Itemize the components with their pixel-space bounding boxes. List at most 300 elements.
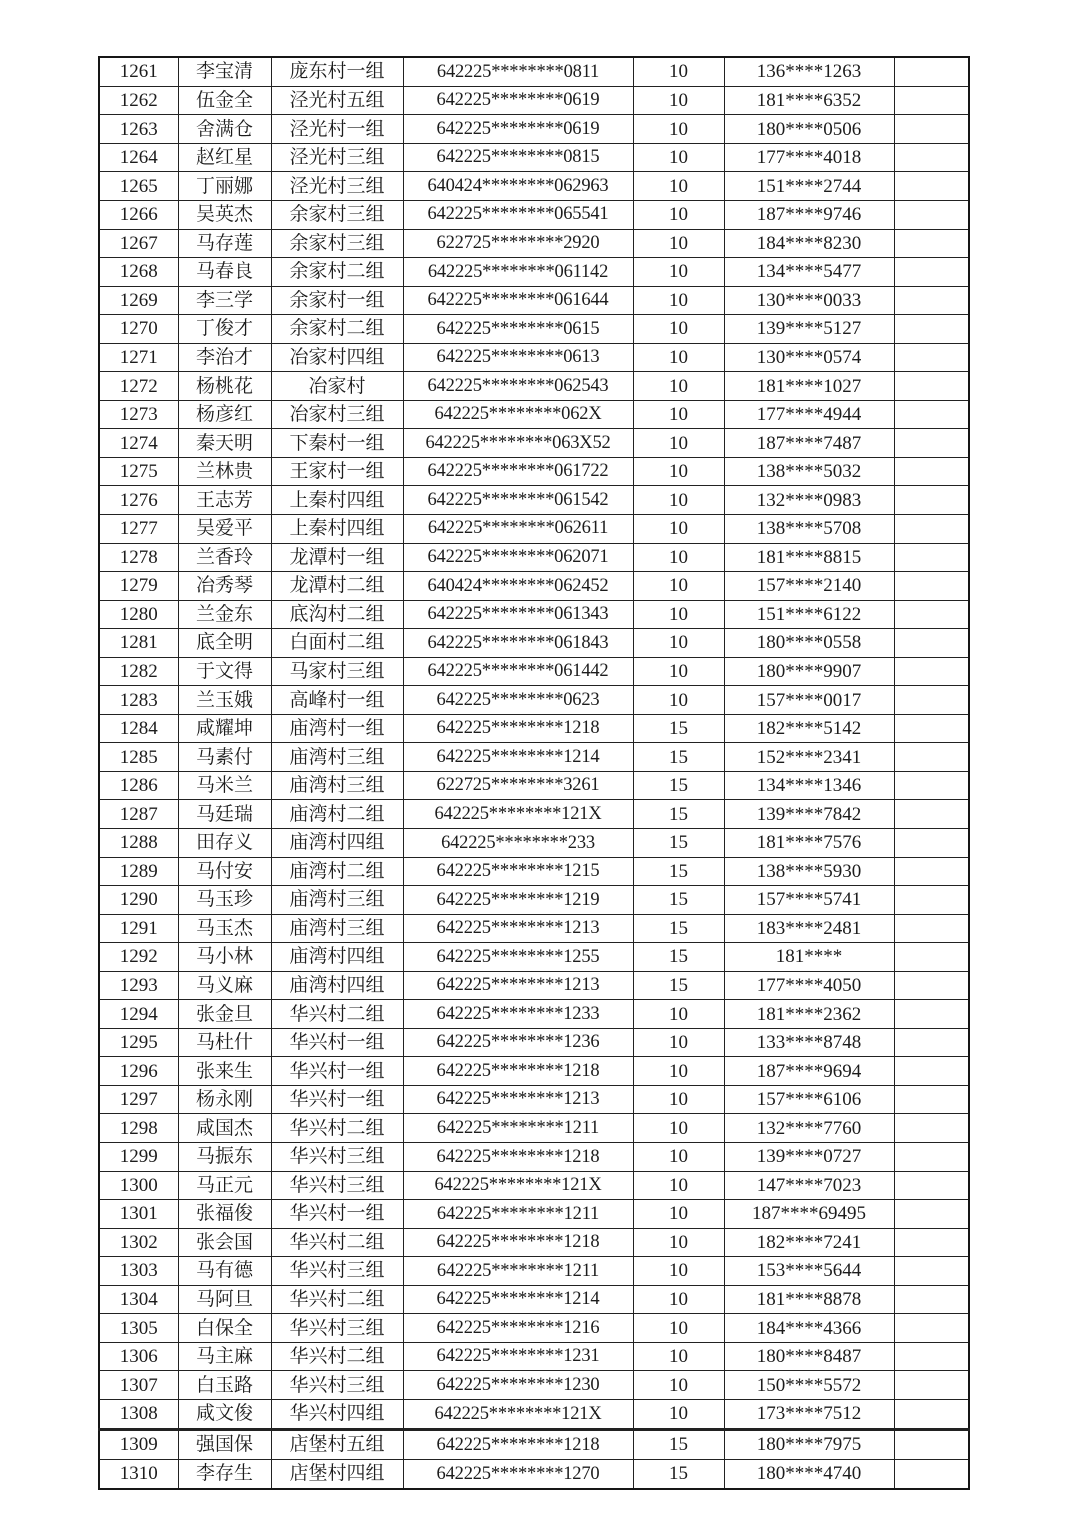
cell-blank [894, 172, 969, 201]
cell-blank [894, 315, 969, 344]
cell-name: 张福俊 [178, 1200, 271, 1229]
cell-id_number: 642225********061644 [403, 286, 633, 315]
cell-id_number: 642225********1270 [403, 1459, 633, 1489]
cell-amount: 15 [633, 771, 724, 800]
cell-blank [894, 572, 969, 601]
cell-amount: 10 [633, 258, 724, 287]
cell-id_number: 622725********3261 [403, 771, 633, 800]
cell-id_number: 642225********1230 [403, 1371, 633, 1400]
cell-blank [894, 1000, 969, 1029]
table-row [99, 1171, 969, 1200]
cell-id_number: 622725********2920 [403, 229, 633, 258]
cell-id_number: 642225********063X52 [403, 429, 633, 458]
cell-id_number: 642225********1213 [403, 914, 633, 943]
cell-name: 张来生 [178, 1057, 271, 1086]
cell-village_group: 华兴村一组 [271, 1085, 403, 1114]
cell-village_group: 华兴村三组 [271, 1257, 403, 1286]
cell-name: 咸耀坤 [178, 714, 271, 743]
table-row [99, 200, 969, 229]
cell-serial: 1300 [99, 1171, 178, 1200]
cell-serial: 1272 [99, 372, 178, 401]
cell-amount: 15 [633, 828, 724, 857]
cell-id_number: 642225********1218 [403, 1057, 633, 1086]
cell-phone: 181****7576 [724, 828, 894, 857]
cell-blank [894, 258, 969, 287]
cell-name: 马有德 [178, 1257, 271, 1286]
cell-village_group: 庙湾村二组 [271, 857, 403, 886]
cell-village_group: 高峰村一组 [271, 686, 403, 715]
cell-serial: 1298 [99, 1114, 178, 1143]
table-row [99, 1057, 969, 1086]
cell-serial: 1299 [99, 1143, 178, 1172]
cell-blank [894, 57, 969, 86]
cell-village_group: 余家村二组 [271, 258, 403, 287]
cell-id_number: 642225********062543 [403, 372, 633, 401]
cell-amount: 15 [633, 886, 724, 915]
cell-name: 马义麻 [178, 971, 271, 1000]
cell-phone: 181**** [724, 943, 894, 972]
cell-blank [894, 828, 969, 857]
cell-id_number: 642225********1218 [403, 1143, 633, 1172]
cell-phone: 180****4740 [724, 1459, 894, 1489]
roster-table [98, 56, 970, 1490]
cell-village_group: 余家村三组 [271, 200, 403, 229]
cell-serial: 1289 [99, 857, 178, 886]
cell-phone: 157****2140 [724, 572, 894, 601]
cell-village_group: 余家村二组 [271, 315, 403, 344]
cell-id_number: 642225********1214 [403, 1285, 633, 1314]
cell-phone: 180****0506 [724, 115, 894, 144]
cell-name: 李治才 [178, 343, 271, 372]
cell-id_number: 642225********1233 [403, 1000, 633, 1029]
table-row [99, 914, 969, 943]
table-row [99, 372, 969, 401]
cell-amount: 10 [633, 1143, 724, 1172]
cell-blank [894, 600, 969, 629]
table-row [99, 572, 969, 601]
table-row [99, 543, 969, 572]
cell-amount: 15 [633, 714, 724, 743]
cell-phone: 139****0727 [724, 1143, 894, 1172]
cell-amount: 10 [633, 572, 724, 601]
table-row [99, 1459, 969, 1489]
cell-blank [894, 543, 969, 572]
cell-village_group: 庙湾村三组 [271, 914, 403, 943]
cell-amount: 10 [633, 143, 724, 172]
cell-village_group: 庞东村一组 [271, 57, 403, 86]
table-row [99, 1257, 969, 1286]
cell-name: 马正元 [178, 1171, 271, 1200]
cell-id_number: 642225********1211 [403, 1200, 633, 1229]
cell-serial: 1301 [99, 1200, 178, 1229]
cell-id_number: 642225********0619 [403, 115, 633, 144]
cell-id_number: 642225********1213 [403, 1085, 633, 1114]
cell-phone: 180****0558 [724, 629, 894, 658]
cell-serial: 1308 [99, 1399, 178, 1429]
cell-phone: 183****2481 [724, 914, 894, 943]
cell-serial: 1283 [99, 686, 178, 715]
cell-name: 马振东 [178, 1143, 271, 1172]
cell-phone: 181****8815 [724, 543, 894, 572]
table-row [99, 86, 969, 115]
cell-village_group: 余家村三组 [271, 229, 403, 258]
cell-blank [894, 86, 969, 115]
cell-village_group: 龙潭村二组 [271, 572, 403, 601]
cell-phone: 147****7023 [724, 1171, 894, 1200]
cell-blank [894, 886, 969, 915]
cell-serial: 1291 [99, 914, 178, 943]
cell-phone: 184****4366 [724, 1314, 894, 1343]
cell-name: 丁丽娜 [178, 172, 271, 201]
cell-amount: 10 [633, 372, 724, 401]
cell-name: 马米兰 [178, 771, 271, 800]
cell-name: 伍金全 [178, 86, 271, 115]
cell-phone: 187****9694 [724, 1057, 894, 1086]
cell-phone: 177****4050 [724, 971, 894, 1000]
cell-serial: 1288 [99, 828, 178, 857]
table-row [99, 686, 969, 715]
cell-id_number: 642225********1213 [403, 971, 633, 1000]
cell-serial: 1268 [99, 258, 178, 287]
cell-phone: 157****0017 [724, 686, 894, 715]
cell-id_number: 642225********0815 [403, 143, 633, 172]
cell-phone: 150****5572 [724, 1371, 894, 1400]
cell-serial: 1287 [99, 800, 178, 829]
cell-phone: 182****5142 [724, 714, 894, 743]
cell-id_number: 642225********1218 [403, 1429, 633, 1459]
cell-amount: 10 [633, 115, 724, 144]
cell-blank [894, 1085, 969, 1114]
cell-amount: 10 [633, 1000, 724, 1029]
cell-serial: 1293 [99, 971, 178, 1000]
table-row [99, 143, 969, 172]
table-row [99, 457, 969, 486]
table-row [99, 857, 969, 886]
table-row [99, 1314, 969, 1343]
cell-amount: 10 [633, 172, 724, 201]
table-row [99, 286, 969, 315]
cell-amount: 10 [633, 686, 724, 715]
cell-amount: 10 [633, 429, 724, 458]
cell-id_number: 642225********0623 [403, 686, 633, 715]
cell-amount: 10 [633, 1371, 724, 1400]
cell-village_group: 马家村三组 [271, 657, 403, 686]
cell-blank [894, 429, 969, 458]
table-row [99, 315, 969, 344]
cell-serial: 1304 [99, 1285, 178, 1314]
cell-blank [894, 1028, 969, 1057]
cell-blank [894, 143, 969, 172]
cell-name: 丁俊才 [178, 315, 271, 344]
cell-id_number: 642225********0615 [403, 315, 633, 344]
cell-amount: 10 [633, 1057, 724, 1086]
cell-amount: 15 [633, 1429, 724, 1459]
cell-phone: 177****4018 [724, 143, 894, 172]
cell-amount: 10 [633, 343, 724, 372]
cell-name: 李存生 [178, 1459, 271, 1489]
cell-name: 马小林 [178, 943, 271, 972]
cell-phone: 139****5127 [724, 315, 894, 344]
table-row [99, 1228, 969, 1257]
cell-village_group: 冶家村 [271, 372, 403, 401]
cell-village_group: 庙湾村四组 [271, 971, 403, 1000]
cell-blank [894, 200, 969, 229]
cell-blank [894, 714, 969, 743]
cell-id_number: 642225********1255 [403, 943, 633, 972]
cell-serial: 1269 [99, 286, 178, 315]
cell-serial: 1285 [99, 743, 178, 772]
cell-phone: 177****4944 [724, 400, 894, 429]
cell-village_group: 泾光村三组 [271, 172, 403, 201]
cell-village_group: 底沟村二组 [271, 600, 403, 629]
cell-name: 于文得 [178, 657, 271, 686]
cell-name: 马素付 [178, 743, 271, 772]
cell-name: 李三学 [178, 286, 271, 315]
cell-village_group: 店堡村五组 [271, 1429, 403, 1459]
cell-id_number: 642225********233 [403, 828, 633, 857]
cell-name: 马廷瑞 [178, 800, 271, 829]
cell-id_number: 642225********1231 [403, 1342, 633, 1371]
cell-amount: 15 [633, 914, 724, 943]
cell-name: 杨永刚 [178, 1085, 271, 1114]
cell-phone: 187****69495 [724, 1200, 894, 1229]
cell-serial: 1278 [99, 543, 178, 572]
cell-amount: 15 [633, 943, 724, 972]
cell-amount: 10 [633, 543, 724, 572]
cell-phone: 153****5644 [724, 1257, 894, 1286]
cell-serial: 1264 [99, 143, 178, 172]
table-row [99, 1085, 969, 1114]
cell-village_group: 庙湾村三组 [271, 886, 403, 915]
cell-phone: 151****6122 [724, 600, 894, 629]
cell-phone: 181****2362 [724, 1000, 894, 1029]
cell-id_number: 642225********061142 [403, 258, 633, 287]
table-row [99, 943, 969, 972]
cell-amount: 10 [633, 1114, 724, 1143]
cell-name: 兰金东 [178, 600, 271, 629]
cell-name: 吴英杰 [178, 200, 271, 229]
cell-id_number: 642225********1236 [403, 1028, 633, 1057]
cell-id_number: 642225********121X [403, 800, 633, 829]
cell-name: 马阿旦 [178, 1285, 271, 1314]
cell-serial: 1277 [99, 514, 178, 543]
cell-amount: 10 [633, 229, 724, 258]
cell-blank [894, 1342, 969, 1371]
cell-id_number: 642225********061542 [403, 486, 633, 515]
cell-phone: 134****1346 [724, 771, 894, 800]
table-row [99, 343, 969, 372]
cell-serial: 1263 [99, 115, 178, 144]
cell-serial: 1275 [99, 457, 178, 486]
cell-phone: 157****5741 [724, 886, 894, 915]
table-row [99, 971, 969, 1000]
cell-id_number: 642225********065541 [403, 200, 633, 229]
cell-village_group: 华兴村二组 [271, 1000, 403, 1029]
cell-blank [894, 1459, 969, 1489]
cell-id_number: 642225********1219 [403, 886, 633, 915]
cell-serial: 1265 [99, 172, 178, 201]
cell-amount: 10 [633, 600, 724, 629]
table-row [99, 629, 969, 658]
table-row [99, 1371, 969, 1400]
cell-amount: 10 [633, 1228, 724, 1257]
cell-name: 白保全 [178, 1314, 271, 1343]
cell-phone: 132****7760 [724, 1114, 894, 1143]
table-row [99, 172, 969, 201]
cell-amount: 10 [633, 57, 724, 86]
cell-serial: 1266 [99, 200, 178, 229]
cell-blank [894, 115, 969, 144]
cell-village_group: 冶家村四组 [271, 343, 403, 372]
cell-name: 兰香玲 [178, 543, 271, 572]
cell-phone: 181****8878 [724, 1285, 894, 1314]
cell-id_number: 642225********062X [403, 400, 633, 429]
cell-amount: 10 [633, 486, 724, 515]
table-row [99, 1000, 969, 1029]
cell-blank [894, 1171, 969, 1200]
cell-name: 马玉珍 [178, 886, 271, 915]
cell-name: 兰林贵 [178, 457, 271, 486]
cell-village_group: 上秦村四组 [271, 486, 403, 515]
cell-village_group: 华兴村三组 [271, 1143, 403, 1172]
cell-village_group: 庙湾村三组 [271, 743, 403, 772]
cell-name: 赵红星 [178, 143, 271, 172]
cell-serial: 1286 [99, 771, 178, 800]
cell-name: 张金旦 [178, 1000, 271, 1029]
cell-phone: 180****9907 [724, 657, 894, 686]
cell-name: 咸国杰 [178, 1114, 271, 1143]
cell-serial: 1309 [99, 1429, 178, 1459]
cell-serial: 1271 [99, 343, 178, 372]
cell-id_number: 640424********062963 [403, 172, 633, 201]
cell-blank [894, 372, 969, 401]
cell-village_group: 华兴村一组 [271, 1200, 403, 1229]
table-row [99, 1342, 969, 1371]
cell-name: 马玉杰 [178, 914, 271, 943]
cell-id_number: 642225********1211 [403, 1114, 633, 1143]
cell-serial: 1295 [99, 1028, 178, 1057]
cell-village_group: 庙湾村四组 [271, 828, 403, 857]
cell-blank [894, 914, 969, 943]
cell-serial: 1261 [99, 57, 178, 86]
cell-serial: 1276 [99, 486, 178, 515]
cell-id_number: 642225********1215 [403, 857, 633, 886]
cell-name: 兰玉娥 [178, 686, 271, 715]
table-row [99, 57, 969, 86]
cell-serial: 1267 [99, 229, 178, 258]
cell-village_group: 华兴村三组 [271, 1171, 403, 1200]
cell-id_number: 642225********0613 [403, 343, 633, 372]
table-row [99, 714, 969, 743]
cell-id_number: 642225********061343 [403, 600, 633, 629]
cell-serial: 1302 [99, 1228, 178, 1257]
cell-village_group: 华兴村三组 [271, 1371, 403, 1400]
cell-blank [894, 400, 969, 429]
cell-phone: 138****5708 [724, 514, 894, 543]
cell-blank [894, 1114, 969, 1143]
cell-blank [894, 1228, 969, 1257]
cell-blank [894, 1399, 969, 1429]
cell-blank [894, 486, 969, 515]
cell-blank [894, 229, 969, 258]
cell-serial: 1310 [99, 1459, 178, 1489]
cell-blank [894, 686, 969, 715]
cell-amount: 10 [633, 514, 724, 543]
cell-id_number: 642225********062071 [403, 543, 633, 572]
cell-serial: 1305 [99, 1314, 178, 1343]
cell-serial: 1294 [99, 1000, 178, 1029]
cell-serial: 1274 [99, 429, 178, 458]
cell-serial: 1262 [99, 86, 178, 115]
cell-phone: 187****7487 [724, 429, 894, 458]
cell-phone: 152****2341 [724, 743, 894, 772]
cell-amount: 10 [633, 1085, 724, 1114]
cell-blank [894, 743, 969, 772]
cell-village_group: 庙湾村二组 [271, 800, 403, 829]
cell-amount: 15 [633, 971, 724, 1000]
table-row [99, 400, 969, 429]
cell-serial: 1270 [99, 315, 178, 344]
cell-village_group: 上秦村四组 [271, 514, 403, 543]
cell-blank [894, 943, 969, 972]
cell-phone: 187****9746 [724, 200, 894, 229]
cell-amount: 10 [633, 1342, 724, 1371]
cell-name: 马主麻 [178, 1342, 271, 1371]
cell-phone: 181****6352 [724, 86, 894, 115]
cell-name: 冶秀琴 [178, 572, 271, 601]
cell-serial: 1297 [99, 1085, 178, 1114]
cell-phone: 151****2744 [724, 172, 894, 201]
cell-phone: 182****7241 [724, 1228, 894, 1257]
table-row [99, 429, 969, 458]
cell-blank [894, 657, 969, 686]
cell-village_group: 白面村二组 [271, 629, 403, 658]
cell-village_group: 泾光村三组 [271, 143, 403, 172]
cell-id_number: 642225********061442 [403, 657, 633, 686]
cell-village_group: 庙湾村一组 [271, 714, 403, 743]
cell-amount: 15 [633, 1459, 724, 1489]
cell-name: 马存莲 [178, 229, 271, 258]
cell-id_number: 642225********0619 [403, 86, 633, 115]
cell-name: 马付安 [178, 857, 271, 886]
cell-village_group: 华兴村二组 [271, 1285, 403, 1314]
cell-serial: 1284 [99, 714, 178, 743]
cell-name: 马春良 [178, 258, 271, 287]
table-row [99, 800, 969, 829]
cell-village_group: 华兴村四组 [271, 1399, 403, 1429]
cell-serial: 1290 [99, 886, 178, 915]
table-row [99, 1143, 969, 1172]
table-row [99, 771, 969, 800]
cell-serial: 1306 [99, 1342, 178, 1371]
cell-village_group: 华兴村一组 [271, 1028, 403, 1057]
cell-village_group: 龙潭村一组 [271, 543, 403, 572]
cell-name: 咸文俊 [178, 1399, 271, 1429]
cell-amount: 10 [633, 629, 724, 658]
cell-amount: 10 [633, 1257, 724, 1286]
cell-amount: 15 [633, 800, 724, 829]
table-row [99, 1200, 969, 1229]
cell-id_number: 642225********0811 [403, 57, 633, 86]
cell-id_number: 642225********061843 [403, 629, 633, 658]
table-row [99, 115, 969, 144]
cell-amount: 10 [633, 286, 724, 315]
cell-serial: 1307 [99, 1371, 178, 1400]
cell-amount: 10 [633, 1314, 724, 1343]
cell-id_number: 642225********061722 [403, 457, 633, 486]
cell-amount: 15 [633, 857, 724, 886]
table-row [99, 1285, 969, 1314]
